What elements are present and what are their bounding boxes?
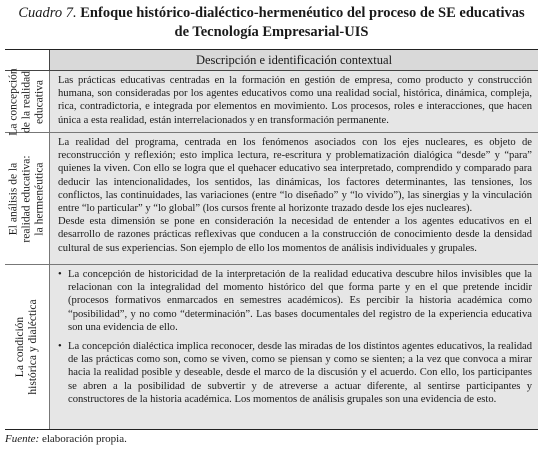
row-content	[49, 71, 538, 132]
header-spacer	[5, 50, 49, 70]
source-note	[5, 433, 538, 445]
list-item: • La concepción dialéctica implica reconocer, desde las miradas de los distintos agentes educativos, la realidad de las prácticas como son, como se viven, como se piensan y como se sienten; a la vez que convoca a mirar hacia la realidad posible y deseable, desde el marco de la discusión y el acuerdo. Con ello, los participantes se abren a la posibilidad de subvertir y de atreverse a actuar diferente, al sentirse participantes y constructores de la historia académica. Los momentos de análisis grupales son una evidencia de esto.	[58, 341, 532, 405]
title-text-1: Enfoque histórico-dialéctico-hermenéutico del proceso de	[80, 5, 435, 21]
table-row	[5, 67, 538, 136]
list-item: • La concepción de historicidad de la interpretación de la realidad educativa descubre hilos invisibles que la relacionan con la integralidad del momento histórico del que forma parte y en el que pretende incidir (procesos formativos enmarcados en semestres académicos). Es percibir la historia académica como “posibilidad”, y no como “determinación”. Las bases documentales del registro de la experiencia educativa son una evidencia de ello.	[58, 269, 532, 333]
table-header-row	[5, 50, 538, 71]
paragraph: La realidad del programa, centrada en los fenómenos asociados con los ejes nucleares, es objeto de reconstrucción y reflexión; esto implica lectura, re-escritura y problematización dialógica “desde” y “para” quienes la viven. Con ello se logra que el quehacer educativo sea interpretado, comprendido y comparado para deducir las intencionalidades, los sentidos, las dinámicas, los factores determinantes, las tensiones, los conflictos, las continuidades, las variaciones (entre “lo diseñado” y “lo vivido”), las sinergias y la vinculación entre “lo particular” y “lo global” (los cursos frente al horizonte trazado desde los ejes nucleares).	[58, 137, 532, 215]
column-header: Descripción e identificación contextual	[49, 50, 538, 70]
row-label-cell	[5, 265, 49, 429]
table-row	[5, 265, 538, 429]
table-title	[5, 4, 538, 42]
cuadro-label: Cuadro 7.	[18, 5, 77, 21]
context-table	[5, 49, 538, 430]
row-content	[49, 133, 538, 264]
title-text-2: de Tecnología Empresarial-	[174, 24, 345, 40]
paragraph: Las prácticas educativas centradas en la formación en gestión de empresa, como producto y construcción humana, son consideradas por los agentes educativos como una realidad social, histórica, dinámica, compleja, rica, contradictoria, e integrada por elementos en movimiento. Los procesos, roles e interacciones, que hacen única a esta realidad, están interrelacionados y en transformación permanente.	[58, 75, 532, 126]
title-abbr-uis: UIS	[344, 24, 369, 40]
row-label-cell	[5, 133, 49, 264]
paragraph: Desde esta dimensión se pone en consideración la necesidad de entender a los agentes educativos en el desarrollo de razones prácticas reflexivas que conducen a la construcción de conocimiento desde la densidad cultural de sus experiencias. Son ejemplo de ello los momentos de análisis individuales y grupales.	[58, 216, 532, 254]
row-label: La concepción de la realidad educativa	[7, 67, 46, 136]
row-label-cell	[5, 67, 49, 136]
row-content	[49, 265, 538, 429]
title-line-2	[5, 23, 538, 42]
title-abbr-se: SE	[438, 5, 456, 21]
bullet-icon: •	[58, 341, 62, 353]
row-label: El análisis de la realidad educativa: la hermenéutica	[7, 154, 46, 243]
row-label: La condición histórica y dialéctica	[14, 299, 39, 395]
table-row	[5, 133, 538, 265]
title-line-1	[5, 4, 538, 23]
title-text-1-end: educativas	[459, 5, 525, 21]
source-label: Fuente:	[5, 433, 40, 445]
bullet-icon: •	[58, 269, 62, 280]
source-text: elaboración propia.	[41, 433, 127, 445]
